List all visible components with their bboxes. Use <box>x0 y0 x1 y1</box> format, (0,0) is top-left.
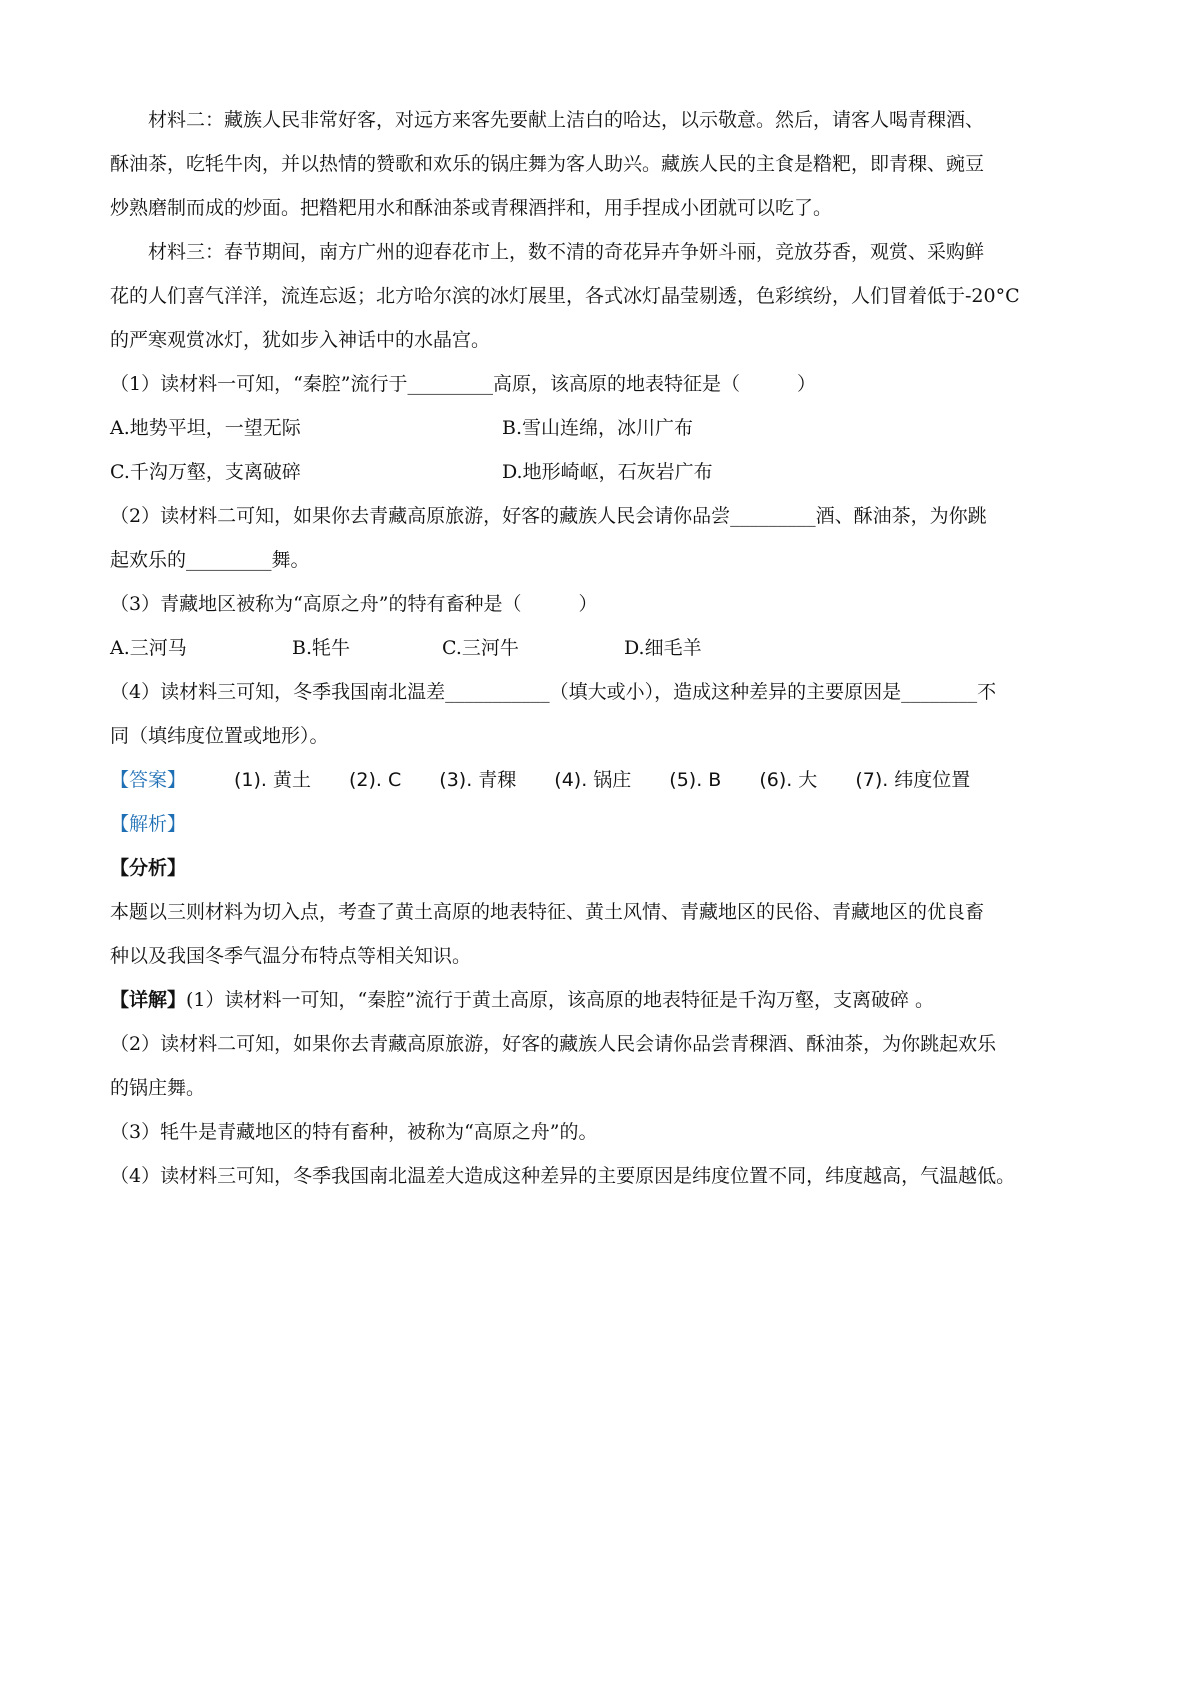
detail-p3: （3）牦牛是青藏地区的特有畜种，被称为“高原之舟”的。 <box>110 1121 598 1143</box>
material3-line3: 的严寒观赏冰灯，犹如步入神话中的水晶宫。 <box>110 329 491 351</box>
material2-line2: 酥油茶，吃牦牛肉，并以热情的赞歌和欢乐的锅庄舞为客人助兴。藏族人民的主食是糌粑，即青稞、豌豆 <box>110 153 985 175</box>
answer-item: (4). 锅庄 <box>554 769 632 791</box>
question-2-line2: 起欢乐的_________舞。 <box>110 549 310 571</box>
question-1-stem: （1）读材料一可知，“秦腔”流行于_________高原，该高原的地表特征是（ ） <box>110 373 817 395</box>
answer-item: (6). 大 <box>759 769 818 791</box>
detail-p1: (1）读材料一可知，“秦腔”流行于黄土高原，该高原的地表特征是千沟万壑，支离破碎 。 <box>186 989 934 1011</box>
question-1-options-row2 <box>110 450 1100 494</box>
q3-option-c: C.三河牛 <box>442 637 519 659</box>
material3-line1: 材料三：春节期间，南方广州的迎春花市上，数不清的奇花异卉争妍斗丽，竞放芬香，观赏、采购鲜 <box>148 241 985 263</box>
document-content <box>110 98 1100 1198</box>
detail-p4: （4）读材料三可知，冬季我国南北温差大造成这种差异的主要原因是纬度位置不同，纬度越高，气温越低。 <box>110 1165 1016 1187</box>
question-2-line1: （2）读材料二可知，如果你去青藏高原旅游，好客的藏族人民会请你品尝_________酒、酥油茶，为你跳 <box>110 505 987 527</box>
q1-option-d: D.地形崎岖，石灰岩广布 <box>502 461 713 483</box>
answer-label: 【答案】 <box>110 769 187 791</box>
answer-row <box>110 758 1100 802</box>
material2-line1: 材料二：藏族人民非常好客，对远方来客先要献上洁白的哈达，以示敬意。然后，请客人喝青稞酒、 <box>148 109 985 131</box>
q3-option-a: A.三河马 <box>110 637 187 659</box>
fenxi-line2: 种以及我国冬季气温分布特点等相关知识。 <box>110 945 472 967</box>
material3-line2: 花的人们喜气洋洋，流连忘返；北方哈尔滨的冰灯展里，各式冰灯晶莹剔透，色彩缤纷，人们冒着低于-20°C <box>110 285 1020 307</box>
answer-item: (1). 黄土 <box>234 769 312 791</box>
question-4-line1: （4）读材料三可知，冬季我国南北温差___________（填大或小），造成这种差异的主要原因是________不 <box>110 681 997 703</box>
detail-paragraph-1 <box>110 978 1100 1022</box>
detail-label: 【详解】 <box>110 989 187 1011</box>
answer-item: (5). B <box>669 769 722 791</box>
question-4-line2: 同（填纬度位置或地形）。 <box>110 725 329 747</box>
q3-option-b: B.牦牛 <box>292 637 351 659</box>
fenxi-label: 【分析】 <box>110 857 187 879</box>
question-1-options-row1 <box>110 406 1100 450</box>
q1-option-a: A.地势平坦，一望无际 <box>110 417 301 439</box>
material2-line3: 炒熟磨制而成的炒面。把糌粑用水和酥油茶或青稞酒拌和，用手捏成小团就可以吃了。 <box>110 197 833 219</box>
detail-p2-line1: （2）读材料二可知，如果你去青藏高原旅游，好客的藏族人民会请你品尝青稞酒、酥油茶，为你跳起欢乐 <box>110 1033 997 1055</box>
q3-option-d: D.细毛羊 <box>624 637 702 659</box>
answer-item: (2). C <box>349 769 402 791</box>
question-3-options <box>110 626 1100 670</box>
fenxi-line1: 本题以三则材料为切入点，考查了黄土高原的地表特征、黄土风情、青藏地区的民俗、青藏地区的优良畜 <box>110 901 985 923</box>
q1-option-b: B.雪山连绵，冰川广布 <box>502 417 694 439</box>
question-3-stem: （3）青藏地区被称为“高原之舟”的特有畜种是（ ） <box>110 593 598 615</box>
answer-item: (7). 纬度位置 <box>855 769 971 791</box>
analysis-label: 【解析】 <box>110 813 187 835</box>
answer-item: (3). 青稞 <box>439 769 517 791</box>
q1-option-c: C.千沟万壑，支离破碎 <box>110 461 301 483</box>
detail-p2-line2: 的锅庄舞。 <box>110 1077 206 1099</box>
